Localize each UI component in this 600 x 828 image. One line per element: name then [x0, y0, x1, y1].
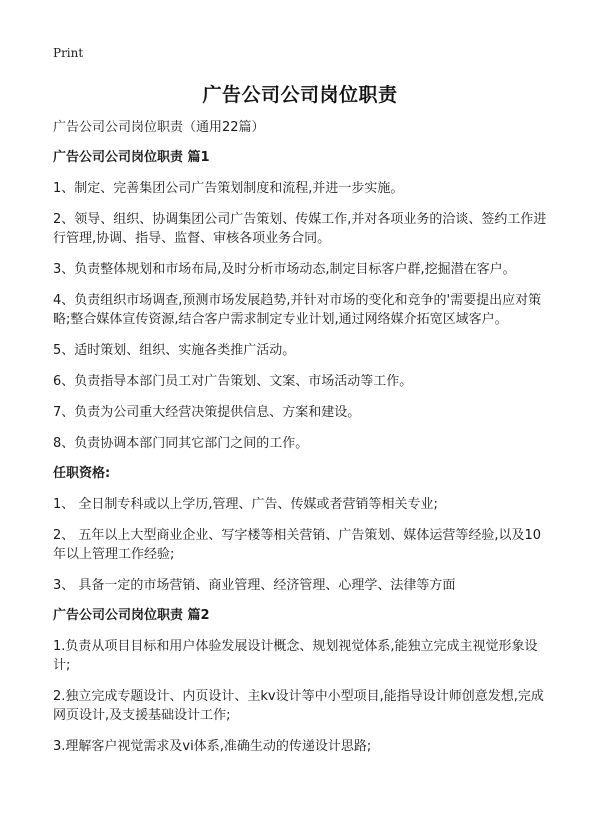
qualifications-heading: 任职资格:: [53, 466, 111, 481]
duty-item: 1、制定、完善集团公司广告策划制度和流程,并进一步实施。: [53, 181, 404, 196]
qualification-item: 2、 五年以上大型商业企业、写字楼等相关营销、广告策划、媒体运营等经验,以及10年以上管理工作经验;: [53, 528, 542, 562]
duty-item: 3、负责整体规划和市场布局,及时分析市场动态,制定目标客户群,挖掘潜在客户。: [53, 262, 516, 277]
duty-item: 1.负责从项目目标和用户体验发展设计概念、规划视觉体系,能独立完成主视觉形象设计;: [53, 639, 538, 673]
duty-item: 8、负责协调本部门同其它部门之间的工作。: [53, 436, 309, 451]
document-body: [53, 119, 553, 768]
print-link[interactable]: Print: [53, 46, 84, 60]
duty-item: 4、负责组织市场调查,预测市场发展趋势,并针对市场的变化和竞争的'需要提出应对策略;整合媒体宣传资源,结合客户需求制定专业计划,通过网络媒介拓宽区域客户。: [53, 293, 542, 327]
qualification-item: 1、 全日制专科或以上学历,管理、广告、传媒或者营销等相关专业;: [53, 497, 438, 512]
section-heading-2: 广告公司公司岗位职责 篇2: [53, 608, 210, 623]
duty-item: 7、负责为公司重大经营决策提供信息、方案和建设。: [53, 405, 361, 420]
duty-item: 6、负责指导本部门员工对广告策划、文案、市场活动等工作。: [53, 374, 413, 389]
duty-item: 2、领导、组织、协调集团公司广告策划、传媒工作,并对各项业务的洽谈、签约工作进行管理,协调、指导、监督、审核各项业务合同。: [53, 212, 547, 246]
duty-item: 5、适时策划、组织、实施各类推广活动。: [53, 343, 296, 358]
qualification-item: 3、 具备一定的市场营销、商业管理、经济管理、心理学、法律等方面: [53, 578, 456, 593]
duty-item: 3.理解客户视觉需求及vi体系,准确生动的传递设计思路;: [53, 739, 372, 754]
document-subtitle: 广告公司公司岗位职责（通用22篇）: [53, 120, 265, 135]
duty-item: 2.独立完成专题设计、内页设计、主kv设计等中小型项目,能指导设计师创意发想,完成网页设计,及支援基础设计工作;: [53, 689, 544, 723]
document-title: 广告公司公司岗位职责: [202, 84, 398, 106]
section-heading-1: 广告公司公司岗位职责 篇1: [53, 150, 210, 165]
